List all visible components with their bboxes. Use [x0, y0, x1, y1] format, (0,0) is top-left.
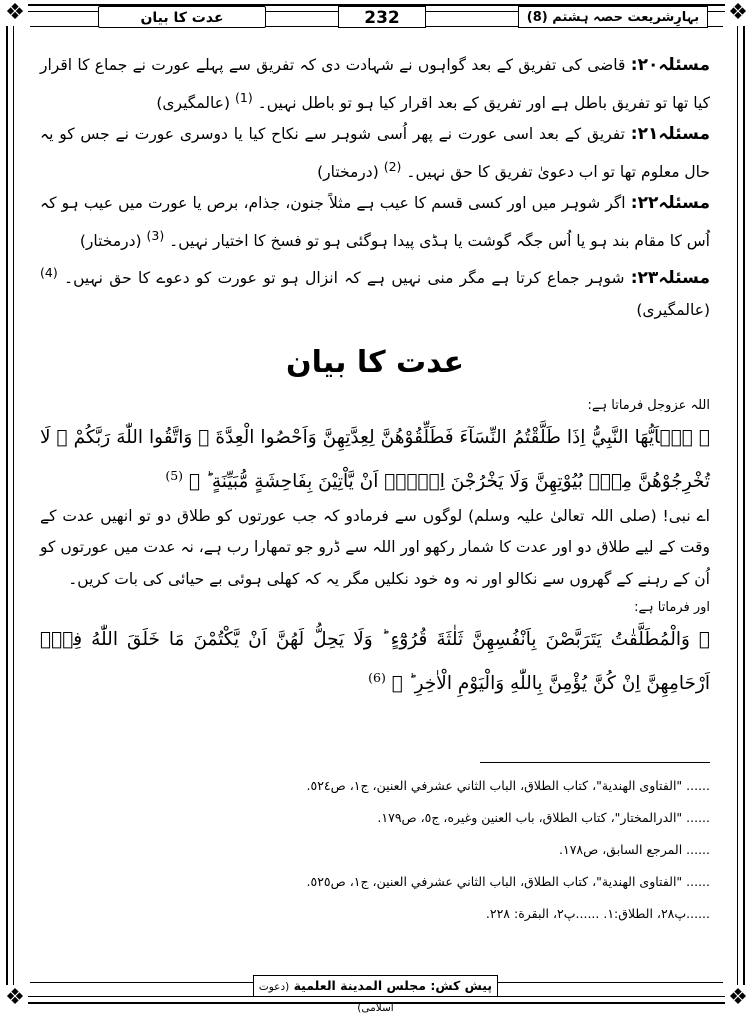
footer-suffix: (دعوت اسلامی): [258, 981, 394, 1014]
footnote: ...... "الفتاوی الهندية"، كتاب الطلاق، الباب الثاني عشرفي العنين، ج١، ص٥٢٥.: [306, 874, 710, 889]
page-header: [30, 6, 723, 30]
book-title: بہارِشریعت حصہ ہشتم (8): [518, 6, 708, 28]
corner-ornament-icon: ❖: [2, 985, 28, 1011]
footnote-separator: [480, 762, 710, 763]
verse-text: ﴿ وَالْمُطَلَّقٰتُ يَتَرَبَّصْنَ بِاَنْفُسِهِنَّ ثَلٰثَةَ قُرُوْٓءٍ ؕ وَلَا يَحِلُّ لَهُنَّ اَنْ يَّكْتُمْنَ مَا خَلَقَ اللّٰهُ فِيْۤ اَرْحَامِهِنَّ اِنْ كُنَّ يُؤْمِنَّ بِاللّٰهِ وَالْيَوْمِ الْاٰخِرِ ؕ ﴾: [40, 629, 710, 695]
footnote: ...... "الدرالمختار"، كتاب الطلاق، باب العنين وغيره، ج٥، ص١٧٩.: [377, 810, 710, 825]
main-text: [40, 50, 710, 703]
masala-label: مسئلہ۲۳:: [630, 268, 710, 289]
masala-22: [40, 188, 710, 257]
footnote-ref: (1): [234, 89, 253, 105]
footer-org: مجلس المدينة العلمية: [293, 978, 426, 993]
page-number: 232: [338, 6, 426, 28]
footer-presenter: پیش کش:: [430, 978, 493, 993]
masala-20: [40, 50, 710, 119]
masala-text: تفریق کے بعد اسی عورت نے پھر اُسی شوہر سے نکاح کیا یا دوسری عورت نے جس کو یہ حال معلوم تھا تو اب دعویٰ تفریق کا حق نہیں۔: [40, 125, 710, 181]
masala-text: قاضی کی تفریق کے بعد گواہوں نے شہادت دی کہ تفریق سے پہلے عورت نے جماع کا اقرار کیا تھا تو تفریق باطل ہے اور تفریق کے بعد اقرار کیا ہو تو باطل نہیں۔: [40, 56, 710, 112]
masala-21: [40, 119, 710, 188]
quran-verse: [40, 419, 710, 501]
footnote-ref: (2): [383, 158, 402, 174]
footnote-ref: (4): [40, 265, 58, 281]
corner-ornament-icon: ❖: [2, 0, 28, 26]
masala-source: (درمختار): [317, 162, 379, 181]
footnotes: [40, 770, 710, 930]
verse-translation: اے نبی! (صلی اللہ تعالیٰ علیہ وسلم) لوگوں سے فرمادو کہ جب عورتوں کو طلاق دو تو انھیں عدت کے وقت کے لیے طلاق دو اور عدت کا شمار رکھو اور اللہ سے ڈرو جو تمھارا رب ہے، نہ عدت میں عورتوں کو اُن کے رہنے کے گھروں سے نکالو اور نہ وہ خود نکلیں مگر یہ کہ کھلی ہوئی بے حیائی کی بات کریں۔: [40, 506, 710, 588]
intro-text: اور فرماتا ہے:: [634, 600, 710, 616]
masala-23: [40, 257, 710, 326]
corner-ornament-icon: ❖: [725, 0, 751, 26]
intro-text: اللہ عزوجل فرماتا ہے:: [587, 397, 710, 413]
footnote: ...... "الفتاوی الهندية"، كتاب الطلاق، الباب الثاني عشرفي العنين، ج١، ص٥٢٤.: [306, 778, 710, 793]
masala-label: مسئلہ۲۱:: [630, 124, 710, 145]
footnote-ref: (5): [165, 467, 184, 483]
masala-label: مسئلہ۲۰:: [630, 55, 710, 75]
quran-verse: [40, 621, 710, 703]
masala-source: (عالمگیری): [636, 301, 710, 320]
footnote-ref: (6): [368, 670, 386, 686]
masala-source: (درمختار): [79, 231, 142, 250]
masala-label: مسئلہ۲۲:: [630, 193, 710, 214]
footnote: ...... المرجع السابق، ص١٧٨.: [559, 842, 710, 857]
section-title: عدت کا بیان: [286, 344, 464, 380]
chapter-title: عدت کا بیان: [98, 6, 266, 28]
footnote: ......پ٢٨، الطلاق:١. ......پ٢، البقرة: ٢٢٨.: [485, 906, 710, 921]
page-footer: [253, 975, 498, 1014]
verse-text: ﴿ يٰۤاَيُّهَا النَّبِيُّ اِذَا طَلَّقْتُمُ النِّسَآءَ فَطَلِّقُوْهُنَّ لِعِدَّتِهِنَّ وَاَحْصُوا الْعِدَّةَ ۚ وَاتَّقُوا اللّٰهَ رَبَّكُمْ ۚ لَا تُخْرِجُوْهُنَّ مِنْۢ بُيُوْتِهِنَّ وَلَا يَخْرُجْنَ اِلَّاۤ اَنْ يَّاْتِيْنَ بِفَاحِشَةٍ مُّبَيِّنَةٍ ؕ ﴾: [40, 426, 710, 492]
masala-text: شوہر جماع کرتا ہے مگر منی نہیں ہے کہ انزال ہو تو عورت کو دعوے کا حق نہیں۔: [64, 269, 625, 288]
masala-source: (عالمگیری): [156, 93, 231, 112]
masala-text: اگر شوہر میں اور کسی قسم کا عیب ہے مثلاً جنون، جذام، برص یا عورت میں عیب ہو کہ اُس کا مقام بند ہو یا اُس جگہ گوشت یا ہڈی پیدا ہوگئی ہو تو فسخ کا اختیار نہیں۔: [40, 194, 710, 250]
corner-ornament-icon: ❖: [725, 985, 751, 1011]
footnote-ref: (3): [146, 227, 165, 243]
